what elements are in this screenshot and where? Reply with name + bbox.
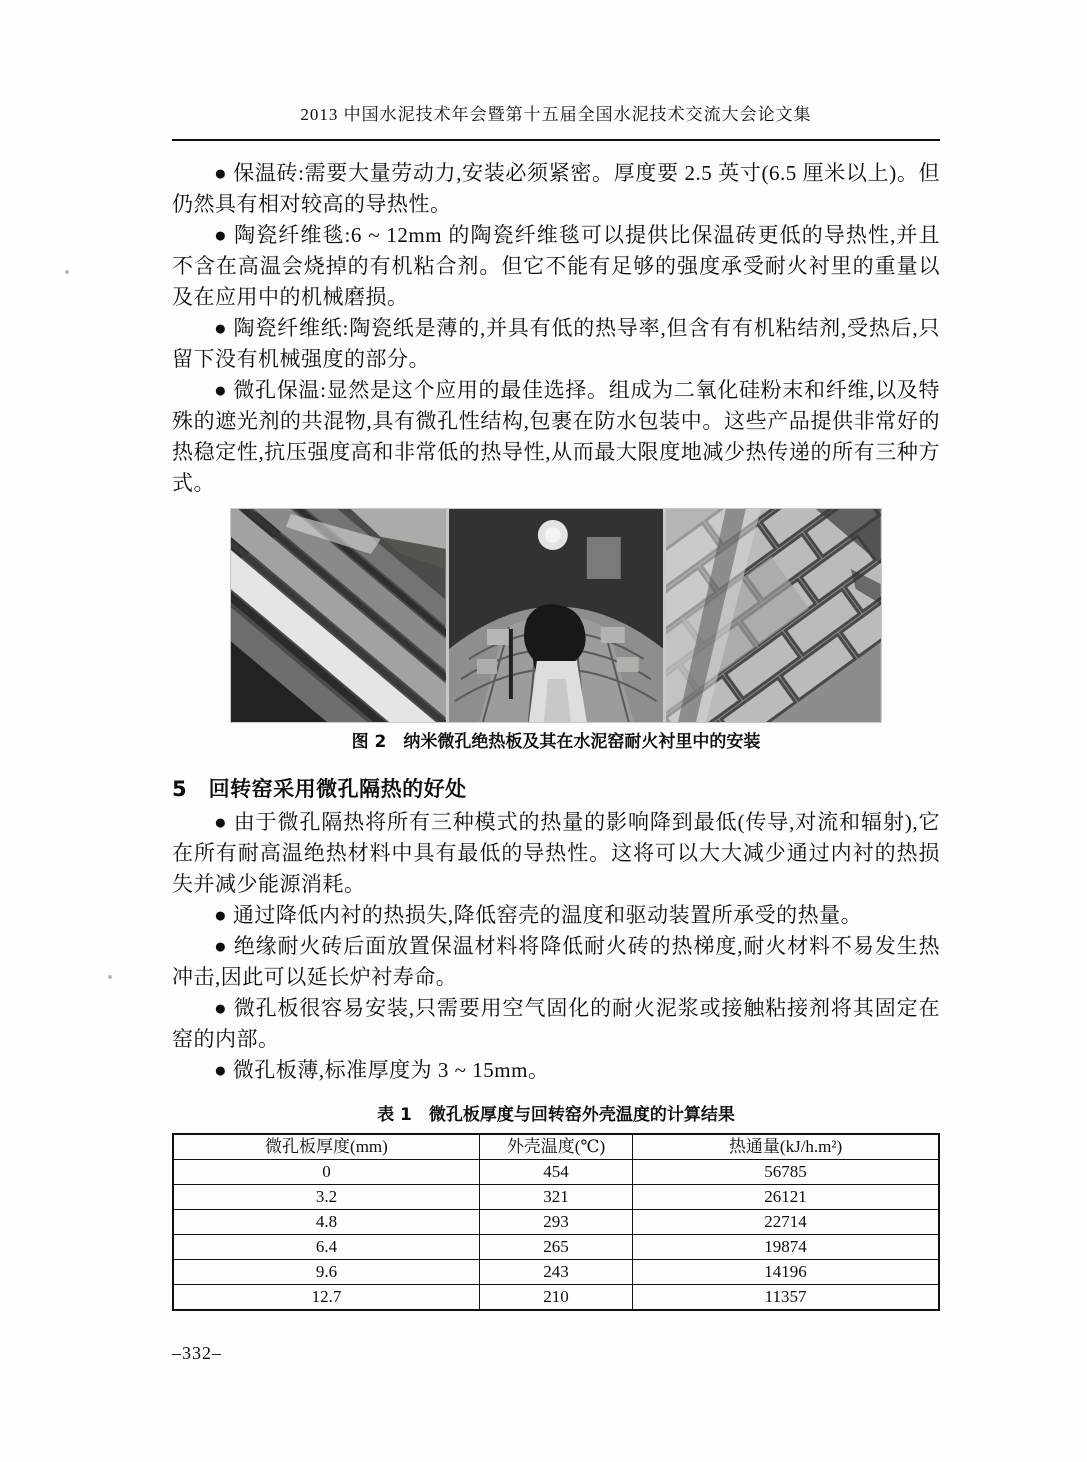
cell-shell-temp: 293 <box>479 1210 632 1235</box>
figure-2 <box>172 508 940 754</box>
kiln-interior-lining-installation-photo <box>449 509 664 722</box>
bullet-easy-installation: ● 微孔板很容易安装,只需要用空气固化的耐火泥浆或接触粘接剂将其固定在窑的内部。 <box>172 996 940 1051</box>
bullet-shell-temperature: ● 通过降低内衬的热损失,降低窑壳的温度和驱动装置所承受的热量。 <box>214 903 863 927</box>
page-header-title: 2013 中国水泥技术年会暨第十五届全国水泥技术交流大会论文集 <box>300 105 812 124</box>
cell-heat-flux: 19874 <box>633 1235 939 1260</box>
bullet-ceramic-fiber-blanket: ● 陶瓷纤维毯:6 ~ 12mm 的陶瓷纤维毯可以提供比保温砖更低的导热性,并且不含在高温会烧掉的有机粘合剂。但它不能有足够的强度承受耐火衬里的重量以及在应用中的机械磨损。 <box>172 223 940 309</box>
cell-shell-temp: 265 <box>479 1235 632 1260</box>
table-1-caption: 表 1 微孔板厚度与回转窑外壳温度的计算结果 <box>377 1105 735 1125</box>
cell-heat-flux: 56785 <box>633 1160 939 1185</box>
cell-shell-temp: 321 <box>479 1185 632 1210</box>
refractory-brick-lining-photo <box>666 509 881 722</box>
cell-heat-flux: 22714 <box>633 1210 939 1235</box>
section-5-heading: 5 回转窑采用微孔隔热的好处 <box>172 777 467 801</box>
col-header-shell-temp: 外壳温度(℃) <box>479 1134 632 1160</box>
cell-heat-flux: 26121 <box>633 1185 939 1210</box>
cell-thickness: 0 <box>173 1160 479 1185</box>
bullet-ceramic-fiber-paper: ● 陶瓷纤维纸:陶瓷纸是薄的,并具有低的热导率,但含有有机粘结剂,受热后,只留下没有机械强度的部分。 <box>172 316 940 371</box>
cell-thickness: 12.7 <box>173 1285 479 1311</box>
header-rule <box>172 139 940 141</box>
scan-artifact-dot <box>65 270 69 274</box>
table-row <box>173 1185 939 1210</box>
cell-shell-temp: 243 <box>479 1260 632 1285</box>
figure-caption: 图 2 纳米微孔绝热板及其在水泥窑耐火衬里中的安装 <box>351 732 761 752</box>
table-row <box>173 1235 939 1260</box>
bullet-thin-panels: ● 微孔板薄,标准厚度为 3 ~ 15mm。 <box>214 1058 550 1082</box>
cell-heat-flux: 11357 <box>633 1285 939 1311</box>
cell-thickness: 9.6 <box>173 1260 479 1285</box>
table-1 <box>172 1133 940 1311</box>
cell-heat-flux: 14196 <box>633 1260 939 1285</box>
col-header-heat-flux: 热通量(kJ/h.m²) <box>633 1134 939 1160</box>
figure-photo-strip <box>230 508 882 723</box>
bullet-microporous-insulation: ● 微孔保温:显然是这个应用的最佳选择。组成为二氧化硅粉末和纤维,以及特殊的遮光剂的共混物,具有微孔性结构,包裹在防水包装中。这些产品提供非常好的热稳定性,抗压强度高和非常低的热导性,从而最大限度地减少热传递的所有三种方式。 <box>172 378 940 495</box>
table-row <box>173 1210 939 1235</box>
cell-thickness: 3.2 <box>173 1185 479 1210</box>
bullet-lowest-conductivity: ● 由于微孔隔热将所有三种模式的热量的影响降到最低(传导,对流和辐射),它在所有耐高温绝热材料中具有最低的导热性。这将可以大大减少通过内衬的热损失并减少能源消耗。 <box>172 810 940 896</box>
scan-artifact-dot <box>108 975 112 979</box>
table-header-row <box>173 1134 939 1160</box>
cell-shell-temp: 454 <box>479 1160 632 1185</box>
cell-thickness: 4.8 <box>173 1210 479 1235</box>
page-number: –332– <box>172 1343 222 1363</box>
table-row <box>173 1160 939 1185</box>
intro-bullet-list <box>172 158 940 499</box>
col-header-thickness: 微孔板厚度(mm) <box>173 1134 479 1160</box>
section-5-bullet-list <box>172 807 940 1086</box>
cell-thickness: 6.4 <box>173 1235 479 1260</box>
microporous-insulation-boards-photo <box>231 509 446 722</box>
cell-shell-temp: 210 <box>479 1285 632 1311</box>
bullet-insulating-brick: ● 保温砖:需要大量劳动力,安装必须紧密。厚度要 2.5 英寸(6.5 厘米以上)。但仍然具有相对较高的导热性。 <box>172 161 940 216</box>
table-row <box>173 1260 939 1285</box>
bullet-thermal-gradient: ● 绝缘耐火砖后面放置保温材料将降低耐火砖的热梯度,耐火材料不易发生热冲击,因此可以延长炉衬寿命。 <box>172 934 940 989</box>
table-row <box>173 1285 939 1311</box>
